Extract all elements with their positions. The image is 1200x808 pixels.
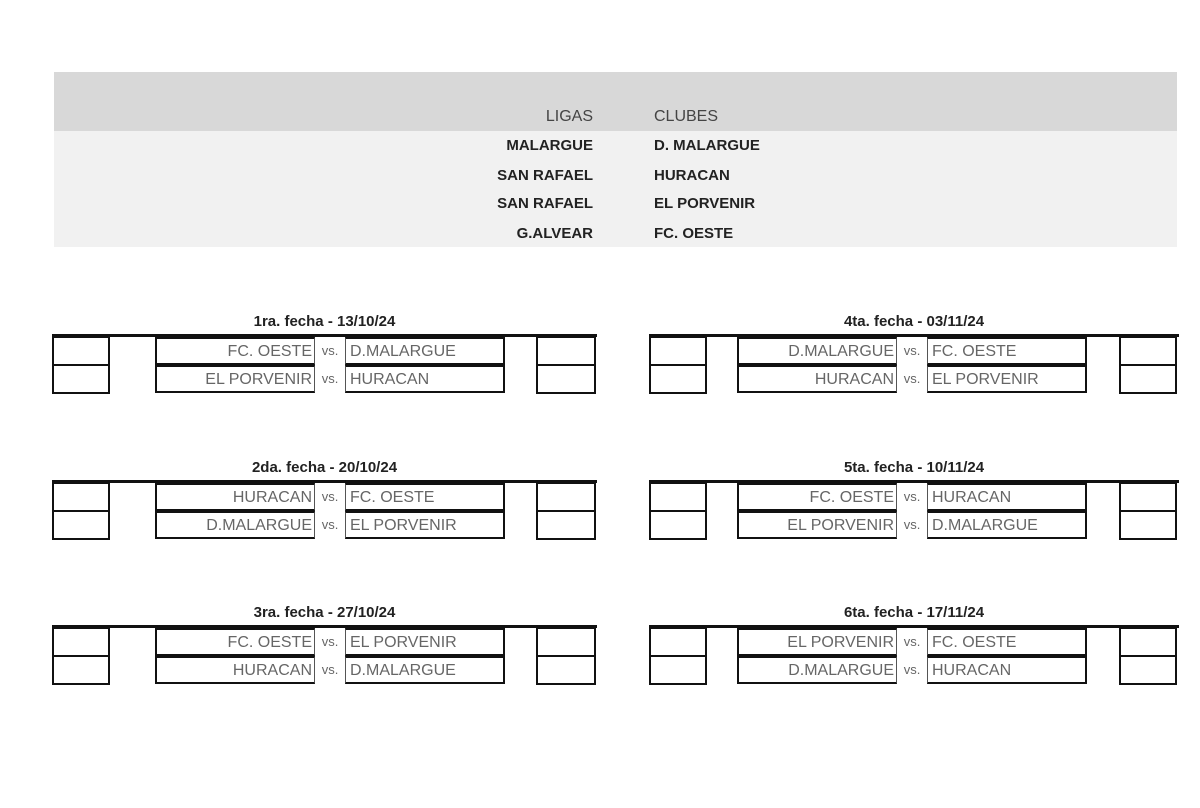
vs-label: vs. xyxy=(903,489,921,504)
away-team-cell: HURACAN xyxy=(927,656,1087,684)
away-team-cell: D.MALARGUE xyxy=(927,511,1087,539)
table-header-band xyxy=(54,72,1177,131)
home-team-cell: D.MALARGUE xyxy=(737,656,897,684)
fixture-block xyxy=(52,604,597,693)
home-team-cell: EL PORVENIR xyxy=(155,365,315,393)
away-team-cell: HURACAN xyxy=(927,483,1087,511)
vs-label: vs. xyxy=(321,517,339,532)
vs-label: vs. xyxy=(903,634,921,649)
home-team-cell: EL PORVENIR xyxy=(737,511,897,539)
column-header-ligas: LIGAS xyxy=(545,108,593,125)
liga-cell: MALARGUE xyxy=(506,137,593,154)
score-box-left[interactable] xyxy=(52,482,110,512)
club-cell: D. MALARGUE xyxy=(654,137,760,154)
vs-label: vs. xyxy=(903,662,921,677)
vs-label: vs. xyxy=(321,343,339,358)
fixture-title: 1ra. fecha - 13/10/24 xyxy=(253,313,396,330)
score-box-right[interactable] xyxy=(536,336,596,366)
score-box-left[interactable] xyxy=(649,336,707,366)
score-box-right[interactable] xyxy=(1119,364,1177,394)
liga-cell: SAN RAFAEL xyxy=(497,195,593,212)
away-team-cell: FC. OESTE xyxy=(927,337,1087,365)
score-box-left[interactable] xyxy=(649,482,707,512)
home-team-cell: D.MALARGUE xyxy=(155,511,315,539)
fixture-title: 3ra. fecha - 27/10/24 xyxy=(253,604,396,621)
score-box-left[interactable] xyxy=(52,510,110,540)
home-team-cell: FC. OESTE xyxy=(737,483,897,511)
fixture-title: 4ta. fecha - 03/11/24 xyxy=(843,313,985,330)
liga-cell: SAN RAFAEL xyxy=(497,167,593,184)
score-box-left[interactable] xyxy=(52,336,110,366)
score-box-right[interactable] xyxy=(1119,510,1177,540)
vs-label: vs. xyxy=(903,517,921,532)
score-box-left[interactable] xyxy=(649,655,707,685)
score-box-right[interactable] xyxy=(536,655,596,685)
fixture-block xyxy=(52,459,597,548)
fixture-block xyxy=(649,459,1179,548)
home-team-cell: D.MALARGUE xyxy=(737,337,897,365)
vs-label: vs. xyxy=(321,371,339,386)
score-box-right[interactable] xyxy=(536,364,596,394)
home-team-cell: HURACAN xyxy=(737,365,897,393)
leagues-clubs-table xyxy=(54,72,1177,247)
home-team-cell: FC. OESTE xyxy=(155,628,315,656)
away-team-cell: D.MALARGUE xyxy=(345,337,505,365)
score-box-right[interactable] xyxy=(536,510,596,540)
home-team-cell: EL PORVENIR xyxy=(737,628,897,656)
score-box-left[interactable] xyxy=(52,627,110,657)
score-box-left[interactable] xyxy=(649,627,707,657)
score-box-left[interactable] xyxy=(649,510,707,540)
club-cell: EL PORVENIR xyxy=(654,195,756,212)
score-box-left[interactable] xyxy=(52,364,110,394)
score-box-right[interactable] xyxy=(1119,482,1177,512)
score-box-right[interactable] xyxy=(1119,627,1177,657)
vs-label: vs. xyxy=(321,489,339,504)
score-box-right[interactable] xyxy=(1119,655,1177,685)
away-team-cell: HURACAN xyxy=(345,365,505,393)
away-team-cell: FC. OESTE xyxy=(927,628,1087,656)
vs-label: vs. xyxy=(321,662,339,677)
liga-cell: G.ALVEAR xyxy=(516,225,593,242)
away-team-cell: FC. OESTE xyxy=(345,483,505,511)
away-team-cell: EL PORVENIR xyxy=(927,365,1087,393)
fixture-block xyxy=(649,313,1179,402)
away-team-cell: EL PORVENIR xyxy=(345,511,505,539)
home-team-cell: HURACAN xyxy=(155,656,315,684)
club-cell: FC. OESTE xyxy=(654,225,734,242)
score-box-left[interactable] xyxy=(649,364,707,394)
score-box-right[interactable] xyxy=(536,482,596,512)
fixture-title: 5ta. fecha - 10/11/24 xyxy=(843,459,985,476)
away-team-cell: EL PORVENIR xyxy=(345,628,505,656)
fixture-title: 6ta. fecha - 17/11/24 xyxy=(843,604,985,621)
home-team-cell: FC. OESTE xyxy=(155,337,315,365)
vs-label: vs. xyxy=(903,371,921,386)
vs-label: vs. xyxy=(903,343,921,358)
home-team-cell: HURACAN xyxy=(155,483,315,511)
fixture-block xyxy=(649,604,1179,693)
club-cell: HURACAN xyxy=(654,167,730,184)
fixture-title: 2da. fecha - 20/10/24 xyxy=(251,459,398,476)
score-box-right[interactable] xyxy=(1119,336,1177,366)
score-box-left[interactable] xyxy=(52,655,110,685)
away-team-cell: D.MALARGUE xyxy=(345,656,505,684)
fixture-block xyxy=(52,313,597,402)
column-header-clubes: CLUBES xyxy=(654,108,719,125)
vs-label: vs. xyxy=(321,634,339,649)
score-box-right[interactable] xyxy=(536,627,596,657)
